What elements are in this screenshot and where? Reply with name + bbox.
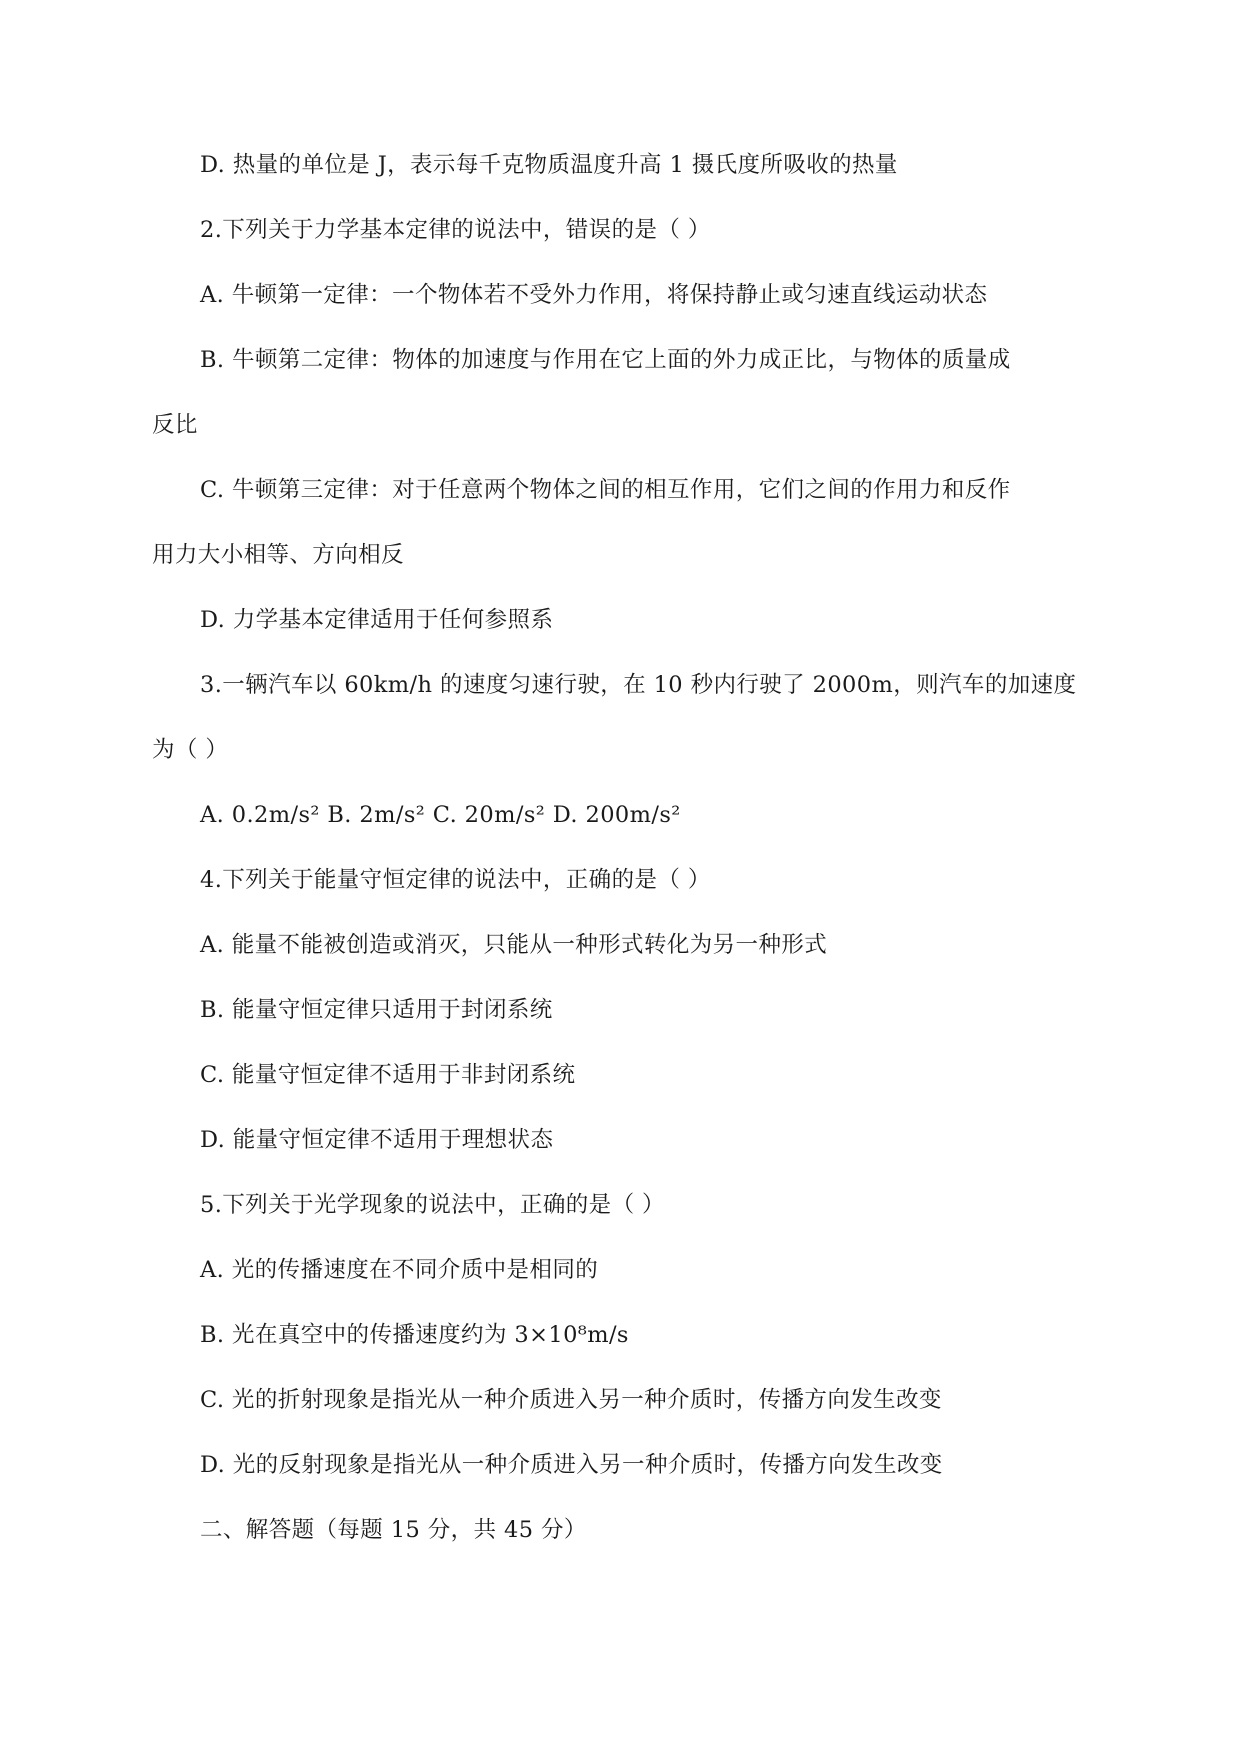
q2-option-a: A. 牛顿第一定律：一个物体若不受外力作用，将保持静止或匀速直线运动状态	[200, 282, 988, 308]
q3-stem-continued: 为（ ）	[152, 737, 229, 763]
q5-option-c: C. 光的折射现象是指光从一种介质进入另一种介质时，传播方向发生改变	[200, 1387, 942, 1413]
section-heading-answer-questions: 二、解答题（每题 15 分，共 45 分）	[200, 1517, 587, 1543]
q2-option-d: D. 力学基本定律适用于任何参照系	[200, 607, 554, 633]
document-body	[152, 133, 1092, 1563]
q4-option-a: A. 能量不能被创造或消灭，只能从一种形式转化为另一种形式	[200, 932, 828, 958]
q1-option-d: D. 热量的单位是 J，表示每千克物质温度升高 1 摄氏度所吸收的热量	[200, 152, 898, 178]
q2-option-c: C. 牛顿第三定律：对于任意两个物体之间的相互作用，它们之间的作用力和反作	[200, 477, 1011, 503]
q5-option-b: B. 光在真空中的传播速度约为 3×10⁸m/s	[200, 1322, 629, 1348]
q4-stem: 4.下列关于能量守恒定律的说法中，正确的是（ ）	[200, 867, 711, 893]
q2-option-c-continued: 用力大小相等、方向相反	[152, 542, 404, 568]
q2-stem: 2.下列关于力学基本定律的说法中，错误的是（ ）	[200, 217, 711, 243]
q2-option-b-continued: 反比	[152, 412, 198, 438]
q4-option-c: C. 能量守恒定律不适用于非封闭系统	[200, 1062, 576, 1088]
q3-options: A. 0.2m/s² B. 2m/s² C. 20m/s² D. 200m/s²	[200, 802, 681, 828]
q2-option-b: B. 牛顿第二定律：物体的加速度与作用在它上面的外力成正比，与物体的质量成	[200, 347, 1011, 373]
q4-option-d: D. 能量守恒定律不适用于理想状态	[200, 1127, 554, 1153]
q5-stem: 5.下列关于光学现象的说法中，正确的是（ ）	[200, 1192, 665, 1218]
q5-option-d: D. 光的反射现象是指光从一种介质进入另一种介质时，传播方向发生改变	[200, 1452, 943, 1478]
q4-option-b: B. 能量守恒定律只适用于封闭系统	[200, 997, 553, 1023]
q5-option-a: A. 光的传播速度在不同介质中是相同的	[200, 1257, 599, 1283]
q3-stem: 3.一辆汽车以 60km/h 的速度匀速行驶，在 10 秒内行驶了 2000m，则汽车的加速度	[200, 672, 1077, 698]
